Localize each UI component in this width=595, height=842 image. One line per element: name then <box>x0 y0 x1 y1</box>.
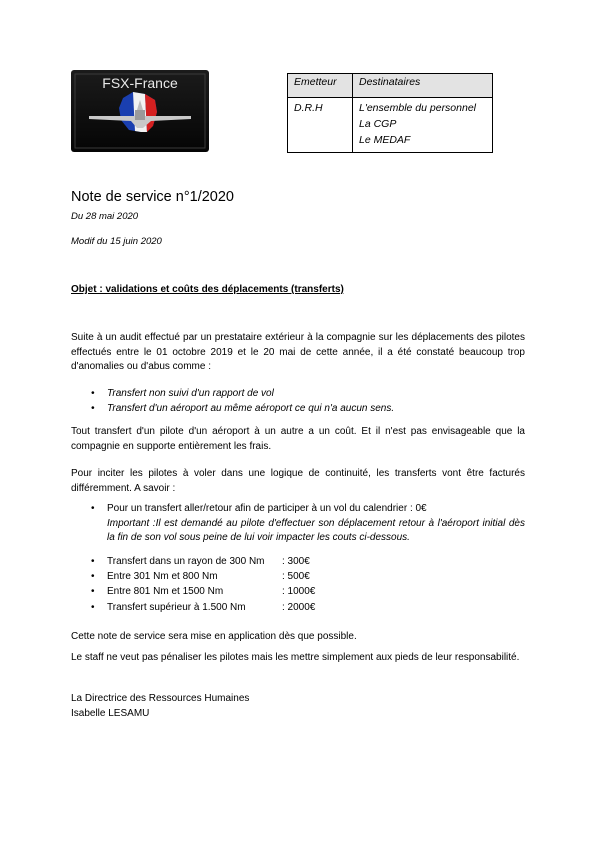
paragraph-cost: Tout transfert d'un pilote d'un aéroport à un autre a un coût. Et il n'est pas envisageable que la compagnie en supporte entièrement les frais. <box>71 426 525 452</box>
tarif-item <box>107 570 525 585</box>
note-subject: Objet : validations et coûts des déplacements (transferts) <box>71 284 344 295</box>
tarif-item <box>107 585 525 600</box>
note-title: Note de service n°1/2020 <box>71 189 234 205</box>
emetteur-value: D.R.H <box>288 98 353 153</box>
destinataire-item: L'ensemble du personnel <box>359 102 477 114</box>
tarif-value: : 2000€ <box>282 602 316 613</box>
header-emetteur: Emetteur <box>288 74 353 98</box>
tarif-label: Entre 301 Nm et 800 Nm <box>107 571 218 582</box>
company-logo <box>71 70 209 152</box>
header-destinataires: Destinataires <box>353 74 493 98</box>
tarif-item <box>107 555 525 570</box>
tarif-label: Entre 801 Nm et 1500 Nm <box>107 586 224 597</box>
paragraph-staff: Le staff ne veut pas pénaliser les pilotes mais les mettre simplement aux pieds de leur responsabilité. <box>71 652 520 663</box>
anomaly-item: • Transfert d'un aéroport au même aéroport ce qui n'a aucun sens. <box>107 402 525 417</box>
signature-name: Isabelle LESAMU <box>71 707 150 719</box>
signature-block <box>71 692 249 721</box>
tarif-important-note: Important :Il est demandé au pilote d'effectuer son déplacement retour à l'aéroport initial dès la fin de son vol sous peine de lui voir impacter les couts ci-dessous. <box>107 517 525 543</box>
distribution-table <box>287 73 493 153</box>
tarif-value: : 300€ <box>282 556 310 567</box>
note-date: Du 28 mai 2020 <box>71 211 139 222</box>
tarif-label: Transfert supérieur à 1.500 Nm <box>107 602 246 613</box>
paragraph-audit: Suite à un audit effectué par un prestataire extérieur à la compagnie sur les déplacements des pilotes effectués entre le 01 octobre 2019 et le 20 mai de cette année, il a été constaté beaucoup trop d'anomalies ou d'abus comme : <box>71 332 525 372</box>
destinataire-item: La CGP <box>359 118 397 130</box>
tarif-calendar-text: Pour un transfert aller/retour afin de participer à un vol du calendrier : 0€ <box>107 503 427 514</box>
tarif-calendar-item <box>107 502 525 546</box>
paragraph-incentive: Pour inciter les pilotes à voler dans une logique de continuité, les transferts vont être facturés différemment. A savoir : <box>71 468 525 494</box>
tarif-item <box>107 601 525 616</box>
note-modif-date: Modif du 15 juin 2020 <box>71 236 162 247</box>
tarif-value: : 1000€ <box>282 586 316 597</box>
tarif-value: : 500€ <box>282 571 310 582</box>
paragraph-application: Cette note de service sera mise en application dès que possible. <box>71 631 357 642</box>
anomaly-item: • Transfert non suivi d'un rapport de vol <box>107 387 525 402</box>
signature-role: La Directrice des Ressources Humaines <box>71 693 250 704</box>
destinataire-item: Le MEDAF <box>359 134 411 146</box>
tarif-label: Transfert dans un rayon de 300 Nm <box>107 556 265 567</box>
destinataires-list <box>353 98 493 153</box>
logo-text: FSX-France <box>102 75 178 91</box>
